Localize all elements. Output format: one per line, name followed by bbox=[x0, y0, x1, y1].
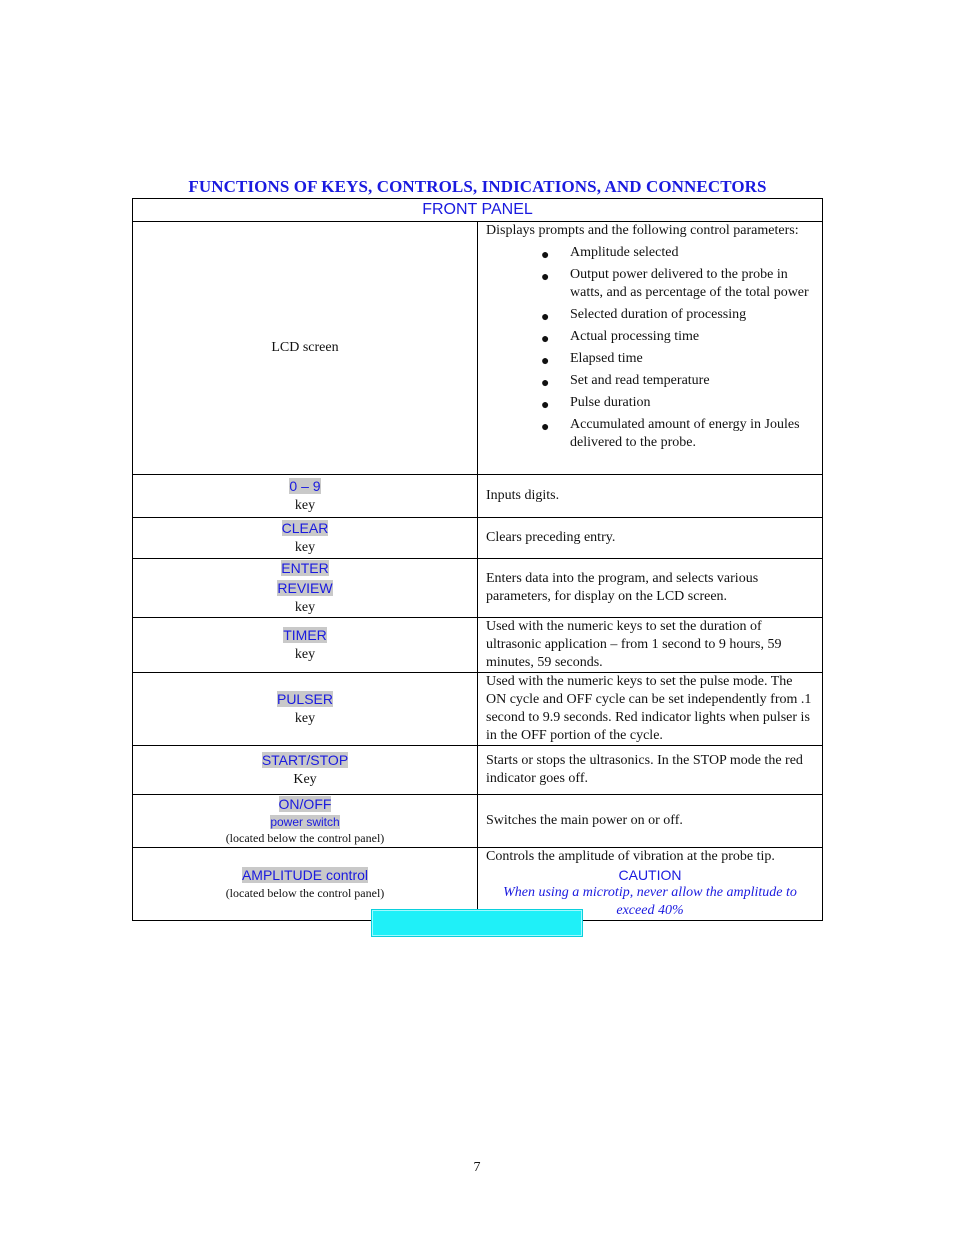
key-cell-enter bbox=[133, 559, 478, 618]
key-description: Switches the main power on or off. bbox=[478, 795, 823, 848]
table-row bbox=[133, 518, 823, 559]
key-name: TIMER bbox=[283, 627, 327, 643]
key-cell-clear bbox=[133, 518, 478, 559]
list-item: ● Selected duration of processing bbox=[541, 307, 747, 325]
bullet-icon: ● bbox=[541, 270, 550, 285]
list-item: ● Output power delivered to the probe in watts, and as percentage of the total power bbox=[541, 267, 809, 300]
key-type: key bbox=[294, 540, 316, 555]
lcd-description bbox=[478, 222, 823, 475]
key-name: ON/OFF bbox=[278, 795, 332, 812]
key-cell-start-stop bbox=[133, 746, 478, 795]
functions-table bbox=[132, 198, 823, 921]
key-description: Enters data into the program, and selects various parameters, for display on the LCD screen. bbox=[478, 559, 823, 618]
bullet-icon: ● bbox=[541, 332, 550, 347]
caution-label: CAUTION bbox=[618, 867, 682, 883]
table-row bbox=[133, 475, 823, 518]
list-item: ● Elapsed time bbox=[541, 351, 643, 369]
key-type: key bbox=[294, 711, 316, 726]
bullet-icon: ● bbox=[541, 376, 550, 391]
key-type: key bbox=[294, 600, 316, 615]
section-header: FRONT PANEL bbox=[133, 199, 823, 222]
table-row bbox=[133, 795, 823, 848]
table-row bbox=[133, 618, 823, 673]
key-name: ENTER bbox=[281, 560, 329, 576]
table-row bbox=[133, 746, 823, 795]
key-name: START/STOP bbox=[261, 752, 349, 768]
key-name: CLEAR bbox=[281, 520, 329, 536]
location-note: (located below the control panel) bbox=[225, 885, 385, 900]
key-description: Controls the amplitude of vibration at the probe tip. bbox=[486, 849, 775, 864]
key-name-secondary: power switch bbox=[270, 814, 340, 829]
bullet-icon: ● bbox=[541, 354, 550, 369]
list-item: ● Set and read temperature bbox=[541, 373, 710, 391]
navigation-button[interactable] bbox=[371, 909, 583, 937]
bullet-icon: ● bbox=[541, 248, 550, 263]
key-description: Clears preceding entry. bbox=[478, 518, 823, 559]
list-item: ● Accumulated amount of energy in Joules delivered to the probe. bbox=[541, 417, 800, 450]
parameter-list bbox=[486, 244, 814, 452]
bullet-icon: ● bbox=[541, 420, 550, 435]
table-row bbox=[133, 673, 823, 746]
key-description: Used with the numeric keys to set the pulse mode. The ON cycle and OFF cycle can be set independently from .1 second to 9.9 seconds. Red indicator lights when pulser is in the OFF portion of the cycle. bbox=[478, 673, 823, 746]
page-number: 7 bbox=[473, 1160, 481, 1175]
key-cell-digits bbox=[133, 475, 478, 518]
caution-text: When using a microtip, never allow the amplitude to exceed 40% bbox=[503, 885, 797, 918]
lcd-intro: Displays prompts and the following control parameters: bbox=[486, 223, 799, 238]
lcd-label: LCD screen bbox=[133, 222, 478, 475]
key-name-secondary: REVIEW bbox=[277, 580, 333, 596]
list-item: ● Amplitude selected bbox=[541, 245, 679, 263]
list-item: ● Pulse duration bbox=[541, 395, 651, 413]
table-row bbox=[133, 559, 823, 618]
key-type: key bbox=[294, 647, 316, 662]
key-cell-timer bbox=[133, 618, 478, 673]
page-title: FUNCTIONS OF KEYS, CONTROLS, INDICATIONS, AND CONNECTORS bbox=[188, 177, 767, 196]
key-cell-pulser bbox=[133, 673, 478, 746]
table-row bbox=[133, 222, 823, 475]
bullet-icon: ● bbox=[541, 398, 550, 413]
location-note: (located below the control panel) bbox=[225, 830, 385, 845]
key-description: Starts or stops the ultrasonics. In the STOP mode the red indicator goes off. bbox=[478, 746, 823, 795]
key-description: Inputs digits. bbox=[478, 475, 823, 518]
key-cell-power-switch bbox=[133, 795, 478, 848]
key-name: PULSER bbox=[276, 691, 334, 707]
key-type: Key bbox=[293, 772, 317, 787]
key-type: key bbox=[294, 498, 316, 513]
list-item: ● Actual processing time bbox=[541, 329, 700, 347]
bullet-icon: ● bbox=[541, 310, 550, 325]
key-name: AMPLITUDE control bbox=[241, 866, 369, 883]
key-description: Used with the numeric keys to set the duration of ultrasonic application – from 1 second to 9 hours, 59 minutes, 59 seconds. bbox=[478, 618, 823, 673]
key-name: 0 – 9 bbox=[289, 478, 321, 494]
